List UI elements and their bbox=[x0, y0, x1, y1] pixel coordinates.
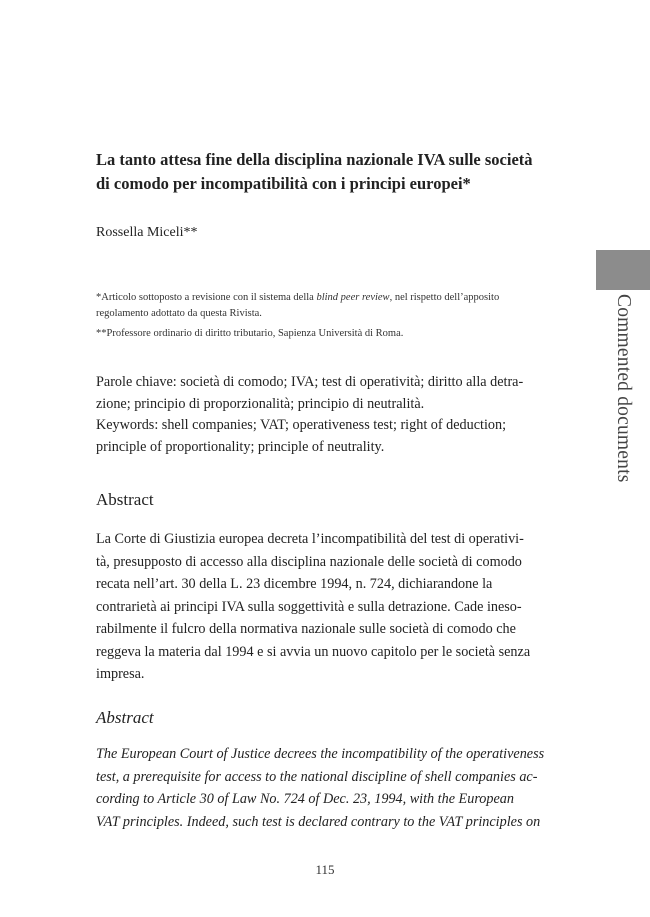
abstract-italian-line: impresa. bbox=[96, 666, 145, 682]
abstract-heading-english: Abstract bbox=[96, 708, 154, 727]
footnote-review-line2: regolamento adottato da questa Rivista. bbox=[96, 308, 262, 319]
keywords-line: Keywords: shell companies; VAT; operativeness test; right of deduction; bbox=[96, 417, 507, 433]
keywords-line: Parole chiave: società di comodo; IVA; test di operatività; diritto alla detra- bbox=[96, 374, 524, 390]
keywords-line: principle of proportionality; principle of neutrality. bbox=[96, 438, 385, 455]
abstract-english-line: test, a prerequisite for access to the national discipline of shell companies ac- bbox=[96, 768, 538, 785]
page-number: 115 bbox=[315, 862, 335, 877]
footnote-review bbox=[96, 290, 566, 306]
abstract-italian-line: tà, presupposto di accesso alla disciplina nazionale delle società di comodo bbox=[96, 553, 522, 570]
section-tab-marker bbox=[596, 250, 650, 290]
abstract-italian-line: recata nell’art. 30 della L. 23 dicembre 1994, n. 724, dichiarandone la bbox=[96, 576, 493, 592]
footnote-review-text-post: , nel rispetto dell’apposito bbox=[389, 292, 500, 303]
abstract-italian-line: rabilmente il fulcro della normativa nazionale sulle società di comodo che bbox=[96, 621, 516, 637]
footnote-review-text-pre: *Articolo sottoposto a revisione con il sistema della bbox=[96, 292, 317, 303]
abstract-english bbox=[96, 743, 564, 833]
footnote-review-emphasis: blind peer review bbox=[316, 292, 390, 303]
footnotes bbox=[96, 290, 566, 342]
abstract-italian-line: La Corte di Giustizia europea decreta l’incompatibilità del test di operativi- bbox=[96, 531, 524, 547]
abstract-english-line: The European Court of Justice decrees the incompatibility of the operativeness bbox=[96, 746, 545, 762]
abstract-english-line: VAT principles. Indeed, such test is declared contrary to the VAT principles on bbox=[96, 813, 541, 830]
article-title bbox=[96, 148, 576, 196]
author-name: Rossella Miceli** bbox=[96, 225, 198, 240]
keywords-line: zione; principio di proporzionalità; principio di neutralità. bbox=[96, 395, 425, 412]
article-title-line: La tanto attesa fine della disciplina nazionale IVA sulle società bbox=[96, 150, 533, 169]
abstract-italian-line: contrarietà ai principi IVA sulla soggettività e sulla detrazione. Cade ineso- bbox=[96, 598, 522, 615]
abstract-english-line: cording to Article 30 of Law No. 724 of Dec. 23, 1994, with the European bbox=[96, 791, 514, 807]
section-side-label-text: Commented documents bbox=[613, 294, 634, 483]
abstract-heading-italian: Abstract bbox=[96, 490, 154, 509]
keywords-block bbox=[96, 372, 566, 458]
article-title-line: di comodo per incompatibilità con i principi europei* bbox=[96, 174, 471, 193]
abstract-italian-line: reggeva la materia dal 1994 e si avvia un nuovo capitolo per le società senza bbox=[96, 643, 531, 660]
section-side-label bbox=[596, 294, 650, 514]
footnote-author-affiliation: **Professore ordinario di diritto tributario, Sapienza Università di Roma. bbox=[96, 328, 404, 339]
abstract-italian bbox=[96, 528, 564, 686]
